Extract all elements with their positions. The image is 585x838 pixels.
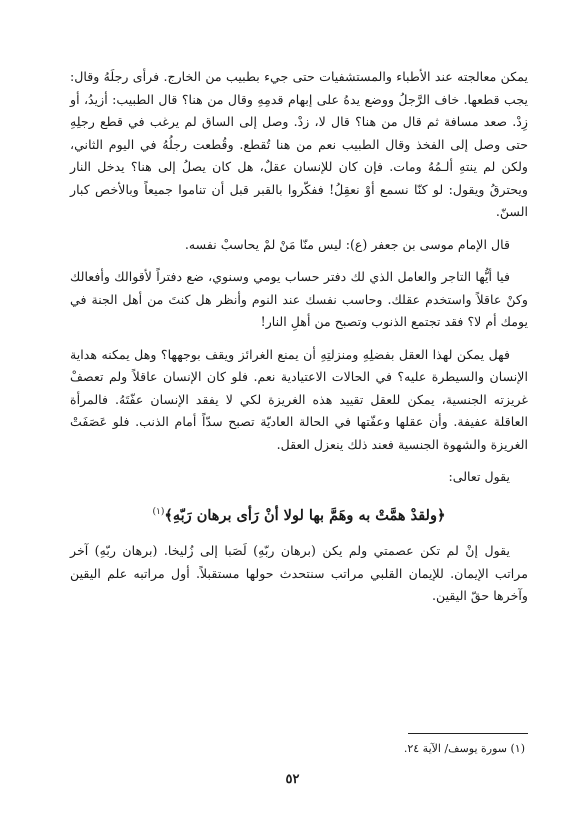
paragraph: يمكن معالجته عند الأطباء والمستشفيات حتى جيء بطبيب من الخارج. فرأى رجلَهُ وقال: يجب قطعها. خاف الرَّجلُ ووضع يدهُ على إبهام قدمِهِ وقال من هنا؟ قال الطبيب: أزيدُ، أو زِدْ. صعد مسافة ثم قال من هنا؟ قال لا، زدْ. وصل إلى الساق لم يرغب في قطع رجلِهِ حتى وصل إلى الفخذ وقال الطبيب نعم من هنا تُقطع. وقُطعت رجلُهُ في اليوم الثاني، ولكن لم ينتهِ ألـمُهُ ومات. فإن كان للإنسان عقلٌ، هل كان يصلُ إلى هنا؟ يدخل النار ويحترقُ ويقول: لو كنّا نسمع أوْ نعقِلُ! ففكّروا بالقبر قبل أن تناموا جميعاً وبالأخص كبار السنّ. <box>70 69 528 219</box>
footnote-marker: (١) <box>152 506 165 517</box>
paragraph: يقول إنْ لم تكن عصمتي ولم يكن (برهان ربّهِ) لَصَبا إلى زُليخا. (برهان ربّهِ) آخر مراتب الإيمان. للإيمان القلبي مراتب سنتحدث حولها مستقبلاً. أول مراتبه علم اليقين وآخرها حقّ اليقين. <box>70 543 528 604</box>
footnote-divider <box>408 733 528 734</box>
quran-verse <box>70 499 528 529</box>
verse-text: ﴿ولقدْ همَّتْ به وهَمَّ بها لولا أنْ رَأى برهان رَبّهِ﴾ <box>164 506 446 524</box>
body-text <box>70 66 528 618</box>
paragraph: فهل يمكن لهذا العقل بفضلِهِ ومنزلتِهِ أن يمنع الغرائز ويقف بوجهها؟ وهل يمكنه هداية الإنسان والسيطرة عليه؟ في الحالات الاعتيادية نعم. فلو كان الإنسان عاقلاً ولم تعصفْ غريزته الجنسية، يمكن للعقل تقييد هذه الغريزة لكي لا يفقد الإنسان عفّتَهُ. فالمرأة العاقلة عفيفة. وأن عقلها وعفّتها في الحالة العاديّة تصبح سدّاً أمام الذنب. فلو عَصَفَتْ الغريزة والشهوة الجنسية فعند ذلك ينعزل العقل. <box>70 346 528 452</box>
page-number: ٥٢ <box>285 772 300 787</box>
footnote: (١) سورة يوسف/ الآية ٢٤. <box>403 742 525 755</box>
paragraph: فيا أيُّها التاجر والعامل الذي لك دفتر حساب يومي وسنوي، ضع دفتراً لأقوالك وأفعالك وكنْ عاقلاً واستخدم عقلك. وحاسب نفسك عند النوم وأنظر هل كنتَ من أهل الجنة في يومك أم لا؟ فقد تجتمع الذنوب وتصبح من أهلِ النار! <box>70 269 528 329</box>
paragraph: قال الإمام موسى بن جعفر (ع): ليس منّا مَنْ لمْ يحاسبْ نفسه. <box>184 236 510 252</box>
verse-intro: يقول تعالى: <box>448 469 510 484</box>
